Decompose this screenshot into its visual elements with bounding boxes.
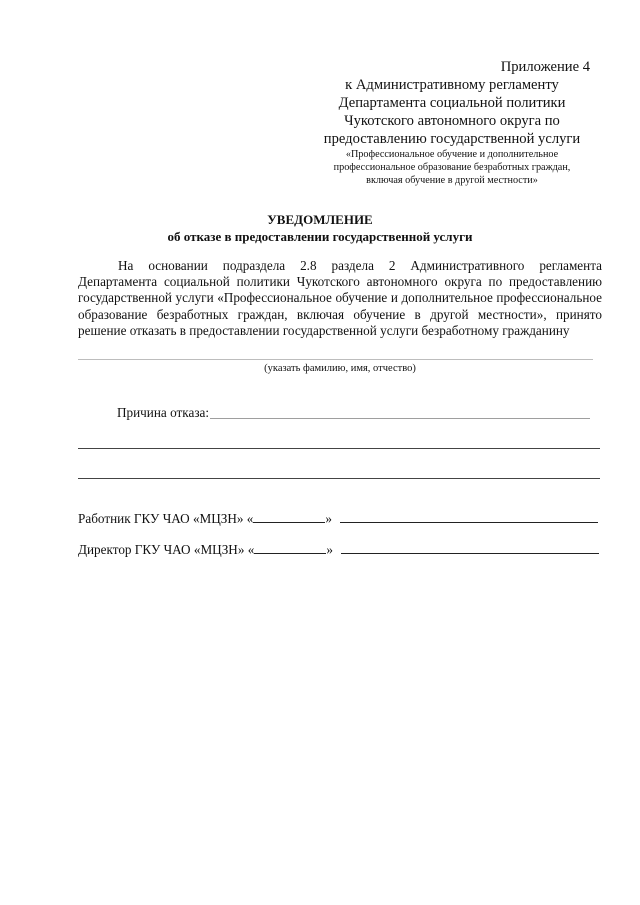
refusal-reason-field-line-3[interactable] <box>78 478 600 479</box>
annex-service-name-3: включая обучение в другой местности» <box>366 175 538 186</box>
refusal-reason-label: Причина отказа: <box>117 405 210 420</box>
director-date-quote: » <box>326 542 333 557</box>
annex-line-service: предоставлению государственной услуги <box>323 131 581 147</box>
director-signature-row <box>78 541 599 558</box>
worker-label: Работник ГКУ ЧАО «МЦЗН» « <box>78 511 254 526</box>
annex-service-name-2: профессиональное образование безработных граждан, <box>333 162 571 173</box>
director-date-field[interactable] <box>254 541 326 554</box>
annex-line-department: Департамента социальной политики <box>338 95 566 111</box>
worker-date-quote: » <box>325 511 332 526</box>
annex-header <box>292 58 612 187</box>
director-signature-field[interactable] <box>341 541 599 554</box>
citizen-name-hint: (указать фамилию, имя, отчество) <box>264 363 416 374</box>
annex-line-regulation: к Административному регламенту <box>345 77 559 93</box>
refusal-reason-field-line[interactable] <box>210 418 590 419</box>
worker-signature-field[interactable] <box>340 510 598 523</box>
annex-service-name-1: «Профессиональное обучение и дополнительное <box>345 149 559 160</box>
refusal-reason-field-line-2[interactable] <box>78 448 600 449</box>
notice-subtitle: об отказе в предоставлении государственной услуги <box>167 229 473 244</box>
annex-number: Приложение 4 <box>500 59 590 75</box>
worker-date-field[interactable] <box>253 510 325 523</box>
notice-title: УВЕДОМЛЕНИЕ <box>267 212 373 227</box>
director-label: Директор ГКУ ЧАО «МЦЗН» « <box>78 542 255 557</box>
worker-signature-row <box>78 510 598 527</box>
citizen-name-field-line[interactable] <box>78 359 593 360</box>
annex-line-region: Чукотского автономного округа по <box>344 113 560 129</box>
notice-body-paragraph: На основании подраздела 2.8 раздела 2 Административного регламента Департамента социальной политики Чукотского автономного округа по предоставлению государственной услуги «Профессиональное обучение и дополнительное профессиональное образование безработных граждан, включая обучение в другой местности», принято решение отказать в предоставлении государственной услуги безработному гражданину <box>78 258 602 338</box>
